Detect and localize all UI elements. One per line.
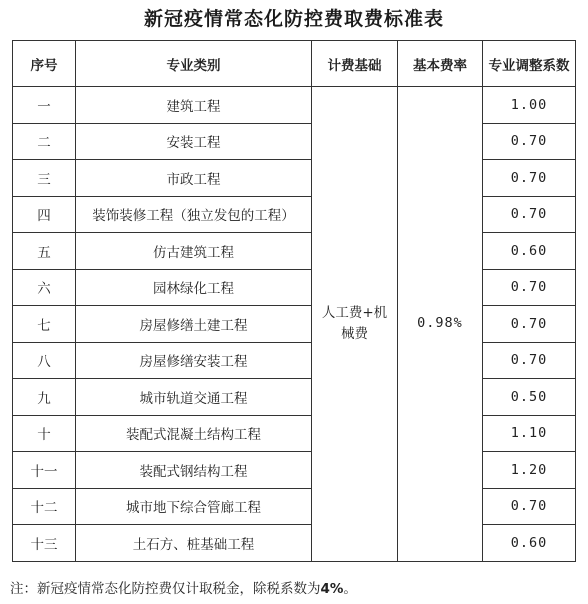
cell-seq: 九 (13, 379, 76, 416)
cell-coefficient: 0.50 (483, 379, 576, 416)
footnote-text: 注：新冠疫情常态化防控费仅计取税金，除税系数为 (10, 581, 321, 597)
cell-category: 装饰装修工程（独立发包的工程） (76, 196, 312, 233)
table-row (13, 123, 576, 160)
cell-coefficient: 0.70 (483, 342, 576, 379)
page-title: 新冠疫情常态化防控费取费标准表 (143, 8, 444, 30)
cell-coefficient: 0.70 (483, 269, 576, 306)
footnote-end: 。 (343, 581, 357, 597)
header-coefficient: 专业调整系数 (483, 41, 576, 87)
cell-coefficient: 0.60 (483, 525, 576, 562)
cell-basis-line-1: 人工费+机 (321, 304, 388, 321)
cell-seq: 三 (13, 160, 76, 197)
table-row (13, 160, 576, 197)
footnote-value: 4% (320, 581, 344, 597)
table-row (13, 87, 576, 124)
table-row (13, 196, 576, 233)
cell-seq: 二 (13, 123, 76, 160)
cell-seq: 七 (13, 306, 76, 343)
header-category: 专业类别 (76, 41, 312, 87)
cell-category: 建筑工程 (76, 87, 312, 124)
table-row (13, 525, 576, 562)
fee-standard-table (12, 40, 576, 562)
cell-rate: 0.98% (398, 87, 483, 562)
cell-coefficient: 1.00 (483, 87, 576, 124)
cell-seq: 十 (13, 415, 76, 452)
cell-coefficient: 0.70 (483, 306, 576, 343)
table-row (13, 342, 576, 379)
header-rate: 基本费率 (398, 41, 483, 87)
table-row (13, 415, 576, 452)
cell-basis (312, 87, 398, 562)
table-row (13, 488, 576, 525)
cell-coefficient: 0.70 (483, 160, 576, 197)
cell-seq: 八 (13, 342, 76, 379)
cell-category: 装配式钢结构工程 (76, 452, 312, 489)
table-body (13, 87, 576, 562)
footnote (10, 577, 357, 597)
cell-category: 仿古建筑工程 (76, 233, 312, 270)
cell-coefficient: 1.20 (483, 452, 576, 489)
cell-seq: 四 (13, 196, 76, 233)
cell-coefficient: 0.60 (483, 233, 576, 270)
cell-seq: 一 (13, 87, 76, 124)
cell-category: 装配式混凝土结构工程 (76, 415, 312, 452)
cell-seq: 六 (13, 269, 76, 306)
cell-category: 城市轨道交通工程 (76, 379, 312, 416)
cell-category: 园林绿化工程 (76, 269, 312, 306)
cell-category: 安装工程 (76, 123, 312, 160)
cell-seq: 十三 (13, 525, 76, 562)
cell-category: 城市地下综合管廊工程 (76, 488, 312, 525)
table-row (13, 452, 576, 489)
header-seq: 序号 (13, 41, 76, 87)
table-row (13, 233, 576, 270)
cell-coefficient: 1.10 (483, 415, 576, 452)
cell-category: 市政工程 (76, 160, 312, 197)
cell-coefficient: 0.70 (483, 196, 576, 233)
cell-coefficient: 0.70 (483, 123, 576, 160)
cell-seq: 十一 (13, 452, 76, 489)
cell-seq: 十二 (13, 488, 76, 525)
cell-coefficient: 0.70 (483, 488, 576, 525)
table-row (13, 269, 576, 306)
cell-seq: 五 (13, 233, 76, 270)
table-row (13, 306, 576, 343)
cell-category: 房屋修缮土建工程 (76, 306, 312, 343)
cell-category: 土石方、桩基础工程 (76, 525, 312, 562)
header-basis: 计费基础 (312, 41, 398, 87)
cell-basis-line-2: 械费 (341, 325, 368, 342)
table-header-row (13, 41, 576, 87)
table-row (13, 379, 576, 416)
cell-category: 房屋修缮安装工程 (76, 342, 312, 379)
